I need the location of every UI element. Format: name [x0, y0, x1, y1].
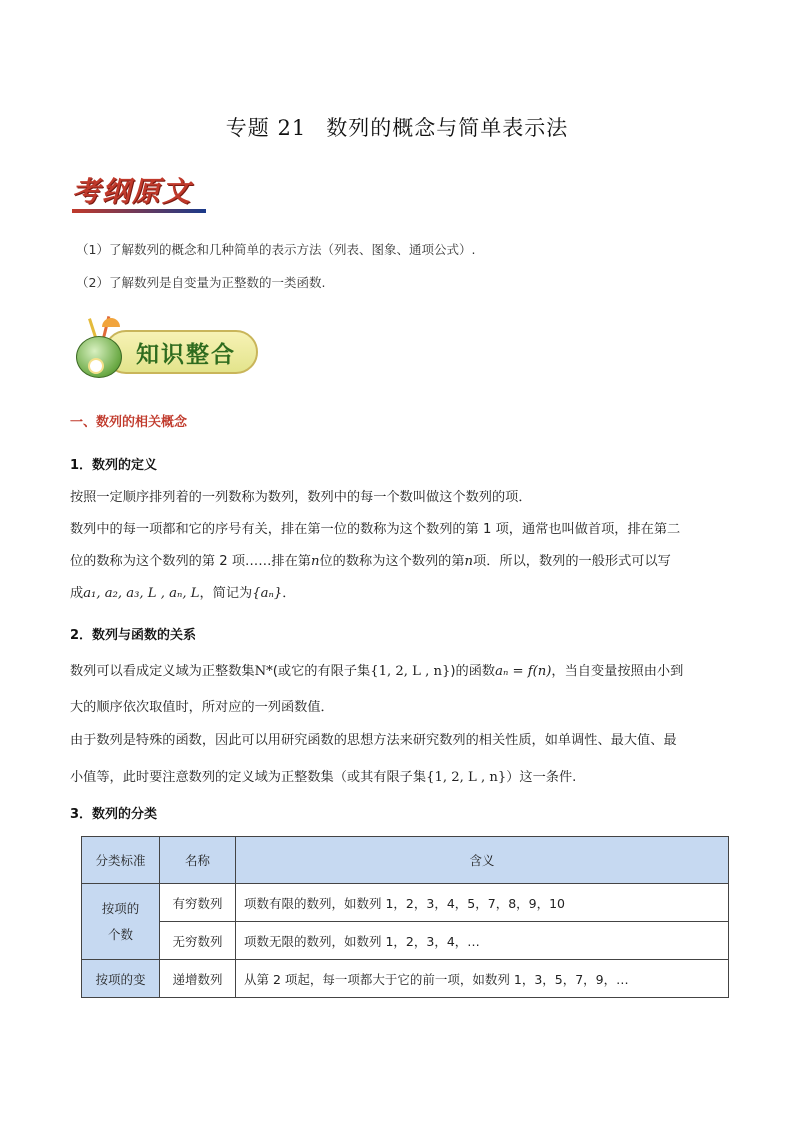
table-row [82, 960, 729, 998]
math-set: {1, 2, L , n} [426, 770, 507, 785]
paragraph: 大的顺序依次取值时，所对应的一列函数值． [70, 700, 334, 715]
flower-icon [90, 360, 102, 372]
table-group-cell: 按项的变 [82, 960, 160, 998]
math-function: aₙ = f(n) [495, 664, 552, 679]
table-cell-desc: 项数无限的数列，如数列 1，2，3，4，… [236, 922, 729, 960]
sub-heading-classification: 3．数列的分类 [70, 807, 158, 822]
table-header-row [82, 837, 729, 884]
knowledge-banner [70, 316, 256, 386]
table-cell-name: 递增数列 [160, 960, 236, 998]
paragraph: 数列可以看成定义域为正整数集N*(或它的有限子集{1, 2, L , n})的函数aₙ = f(n)，当自变量按照由小到 [70, 664, 684, 679]
table-group-cell: 按项的 个数 [82, 884, 160, 960]
outline-item-2: （2）了解数列是自变量为正整数的一类函数. [76, 275, 326, 290]
exam-outline-banner [72, 176, 206, 216]
paragraph: 数列中的每一项都和它的序号有关，排在第一位的数称为这个数列的第 1 项，通常也叫做首项，排在第二 [70, 522, 681, 537]
table-header-cell: 名称 [160, 837, 236, 884]
math-set: {1, 2, L , n} [370, 664, 451, 679]
exam-outline-banner-text: 考纲原文 [72, 175, 193, 208]
title-prefix: 专题 21 [225, 116, 307, 140]
outline-item-1: （1）了解数列的概念和几种简单的表示方法（列表、图象、通项公式）. [76, 242, 476, 257]
math-n: n [464, 554, 474, 569]
paragraph: 成a₁, a₂, a₃, L , aₙ, L，简记为{aₙ}． [70, 586, 296, 601]
banner-underline [72, 209, 206, 213]
paragraph: 由于数列是特殊的函数，因此可以用研究函数的思想方法来研究数列的相关性质，如单调性、最大值、最 [70, 733, 677, 748]
sub-heading-function: 2．数列与函数的关系 [70, 628, 197, 643]
page-title [0, 112, 794, 142]
sub-heading-definition: 1．数列的定义 [70, 458, 158, 473]
math-n: n [310, 554, 320, 569]
table-cell-name: 无穷数列 [160, 922, 236, 960]
paragraph: 小值等，此时要注意数列的定义域为正整数集（或其有限子集{1, 2, L , n}）这一条件. [70, 770, 577, 785]
table-cell-desc: 从第 2 项起，每一项都大于它的前一项，如数列 1，3，5，7，9，… [236, 960, 729, 998]
math-sequence: a₁, a₂, a₃, L , aₙ, L [83, 586, 200, 601]
classification-table [81, 836, 729, 998]
table-header-cell: 分类标准 [82, 837, 160, 884]
paragraph: 按照一定顺序排列着的一列数称为数列，数列中的每一个数叫做这个数列的项． [70, 490, 532, 505]
table-header-cell: 含义 [236, 837, 729, 884]
section-heading: 一、数列的相关概念 [70, 415, 188, 430]
knowledge-banner-pill [104, 330, 258, 374]
title-text: 数列的概念与简单表示法 [326, 116, 569, 140]
coconut-icon [76, 336, 122, 378]
table-row [82, 922, 729, 960]
table-cell-name: 有穷数列 [160, 884, 236, 922]
math-set: {aₙ} [252, 586, 283, 601]
math-N-star: N* [254, 664, 273, 679]
paragraph: 位的数称为这个数列的第 2 项……排在第n位的数称为这个数列的第n项．所以，数列的一般形式可以写 [70, 554, 671, 569]
knowledge-banner-text: 知识整合 [136, 341, 236, 368]
table-cell-desc: 项数有限的数列，如数列 1，2，3，4，5，7，8，9，10 [236, 884, 729, 922]
umbrella-icon [102, 318, 120, 327]
table-row [82, 884, 729, 922]
